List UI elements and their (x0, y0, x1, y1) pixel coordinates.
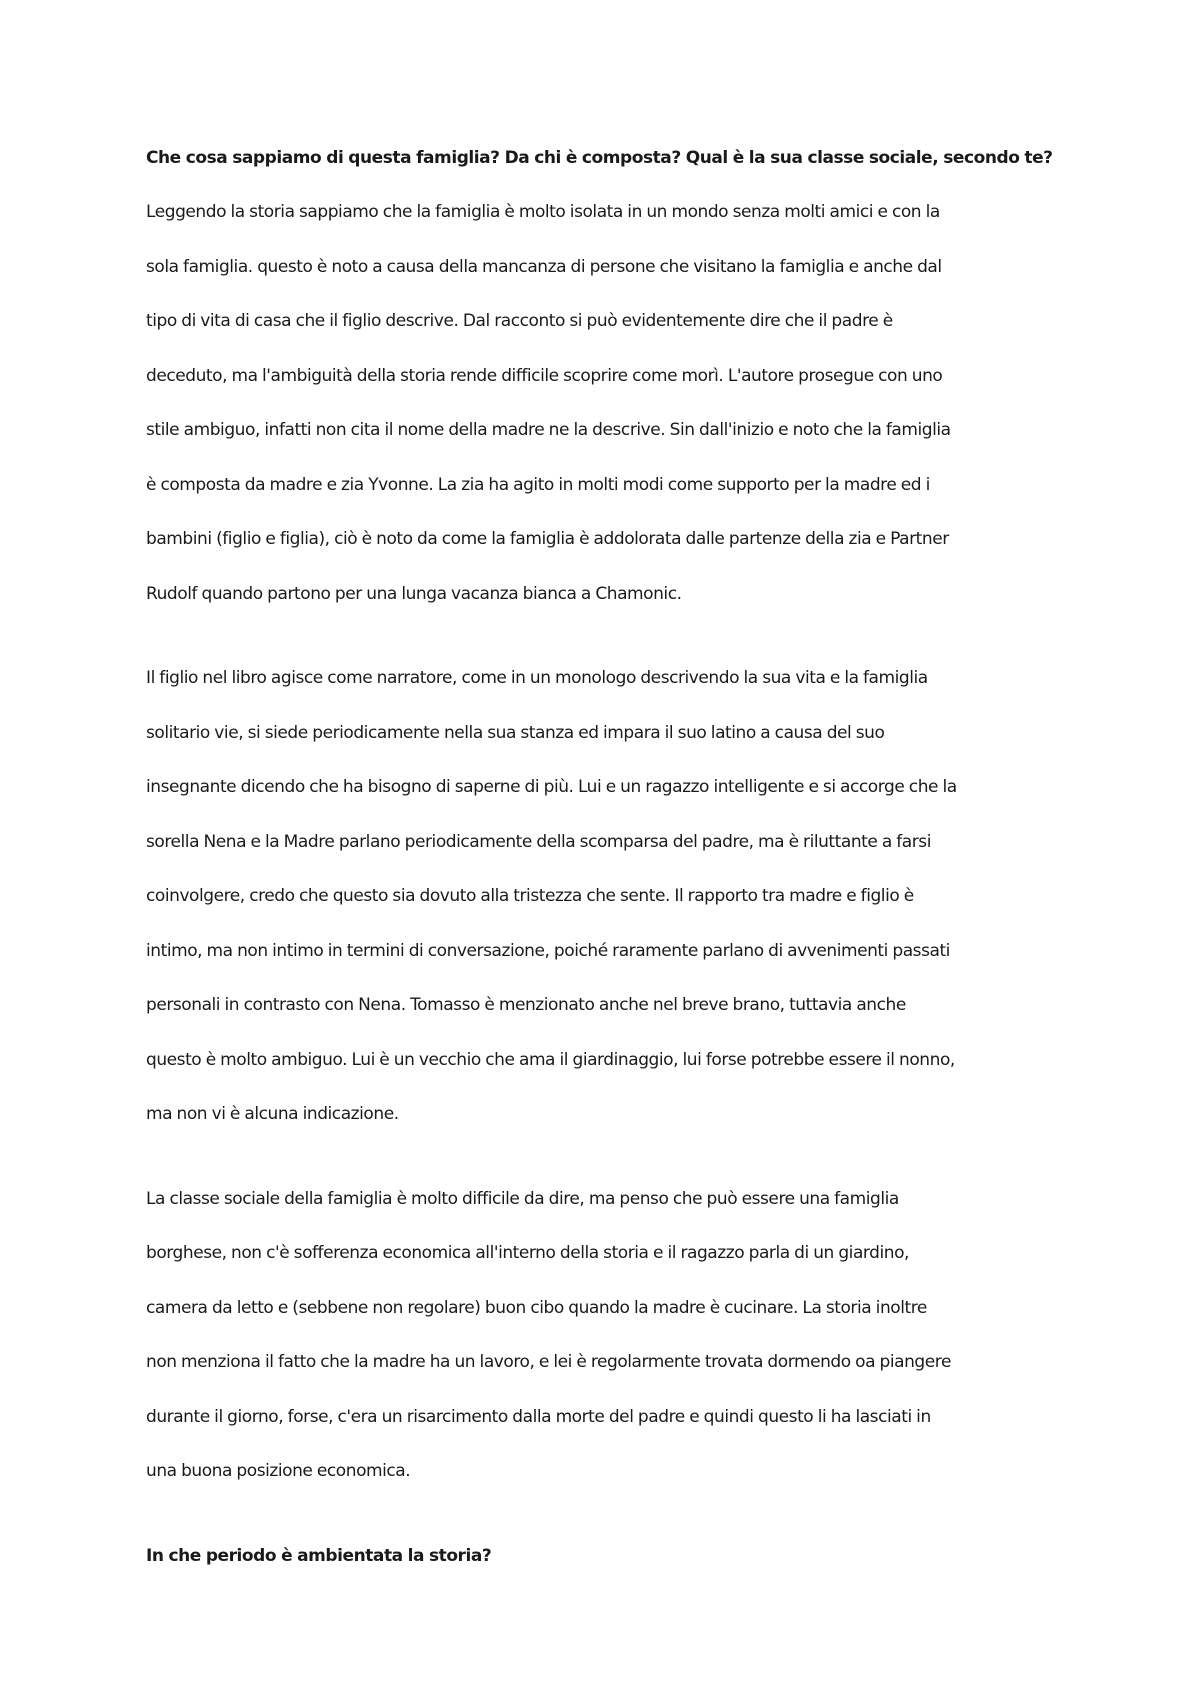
text-line: solitario vie, si siede periodicamente nella sua stanza ed impara il suo latino a causa del suo (146, 722, 885, 743)
text-line: Rudolf quando partono per una lunga vacanza bianca a Chamonic. (146, 583, 682, 604)
text-line: Leggendo la storia sappiamo che la famiglia è molto isolata in un mondo senza molti amici e con la (146, 202, 940, 222)
text-line: una buona posizione economica. (146, 1461, 411, 1481)
text-line: questo è molto ambiguo. Lui è un vecchio che ama il giardinaggio, lui forse potrebbe essere il nonno, (146, 1049, 955, 1070)
question-heading-family: Che cosa sappiamo di questa famiglia? Da chi è composta? Qual è la sua classe sociale, secondo te? (146, 148, 1053, 168)
text-line: ma non vi è alcuna indicazione. (146, 1104, 399, 1124)
text-line: sola famiglia. questo è noto a causa della mancanza di persone che visitano la famiglia e anche dal (146, 256, 942, 277)
paragraph-social-class (146, 1187, 1066, 1514)
paragraph-son-narrator (146, 666, 1066, 1157)
text-line: è composta da madre e zia Yvonne. La zia ha agito in molti modi come supporto per la madre ed i (146, 474, 930, 495)
text-line: insegnante dicendo che ha bisogno di saperne di più. Lui e un ragazzo intelligente e si accorge che la (146, 777, 957, 797)
document-body (146, 146, 1066, 1568)
text-line: deceduto, ma l'ambiguità della storia rende difficile scoprire come morì. L'autore prosegue con uno (146, 365, 943, 386)
text-line: camera da letto e (sebbene non regolare) buon cibo quando la madre è cucinare. La storia inoltre (146, 1297, 927, 1318)
text-line: personali in contrasto con Nena. Tomasso è menzionato anche nel breve brano, tuttavia anche (146, 995, 906, 1015)
question-heading-period: In che periodo è ambientata la storia? (146, 1545, 492, 1566)
text-line: tipo di vita di casa che il figlio descrive. Dal racconto si può evidentemente dire che il padre è (146, 311, 893, 331)
text-line: non menziona il fatto che la madre ha un lavoro, e lei è regolarmente trovata dormendo oa piangere (146, 1352, 951, 1372)
text-line: bambini (figlio e figlia), ciò è noto da come la famiglia è addolorata dalle partenze della zia e Partner (146, 529, 949, 549)
text-line: coinvolgere, credo che questo sia dovuto alla tristezza che sente. Il rapporto tra madre e figlio è (146, 886, 914, 906)
text-line: Il figlio nel libro agisce come narratore, come in un monologo descrivendo la sua vita e la famiglia (146, 668, 928, 688)
paragraph-family-composition (146, 200, 1066, 636)
text-line: borghese, non c'è sofferenza economica all'interno della storia e il ragazzo parla di un giardino, (146, 1243, 909, 1263)
text-line: La classe sociale della famiglia è molto difficile da dire, ma penso che può essere una famiglia (146, 1188, 899, 1209)
text-line: sorella Nena e la Madre parlano periodicamente della scomparsa del padre, ma è riluttante a farsi (146, 831, 931, 852)
text-line: stile ambiguo, infatti non cita il nome della madre ne la descrive. Sin dall'inizio e noto che la famiglia (146, 420, 951, 440)
text-line: durante il giorno, forse, c'era un risarcimento dalla morte del padre e quindi questo li ha lasciati in (146, 1406, 931, 1427)
text-line: intimo, ma non intimo in termini di conversazione, poiché raramente parlano di avvenimenti passati (146, 940, 950, 961)
